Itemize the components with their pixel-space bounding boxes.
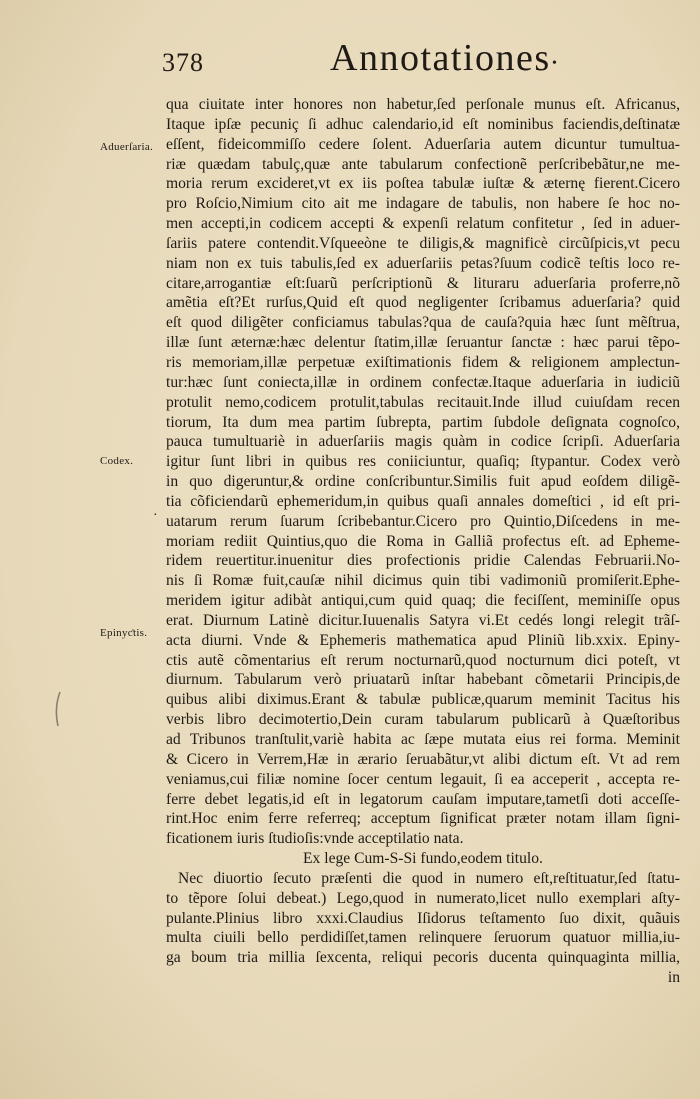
text-line: to tẽpore ſolui debeat.) Lego,quod in numerato,licet nullo exemplari aſty- — [166, 889, 680, 907]
text-line: ga boum tria millia ſexcenta, reliqui pecoris ducenta quinquaginta millia, — [166, 949, 680, 967]
text-line: tia cõficiendarũ ephemeridum,in quibus quaſi annales domeſtici , id eſt pri- — [166, 492, 680, 510]
text-line: ficationem iuris ſtudioſis:vnde acceptilatio nata. — [166, 830, 464, 848]
catchword: in — [667, 969, 680, 987]
text-line: eſt quod diligẽter conficiamus tabulas?qua de cauſa?quia hæc ſunt mẽſtrua, — [166, 314, 680, 332]
text-line: Itaque ipſæ pecuniç ſi adhuc calendario,id eſt nominibus faciendis,deſtinatæ — [166, 115, 680, 133]
header-ornament: • — [552, 56, 557, 71]
text-line: moria rerum excideret,vt ex iis poſtea tabulæ iuſtæ & æternę fierent.Cicero — [166, 175, 680, 193]
margin-bracket-mark — [52, 690, 62, 728]
text-line: uatarum rerum ſuarum ſcribebantur.Cicero pro Quintio,Diſcedens in me- — [166, 512, 680, 530]
text-line: multa ciuili bello perdidiſſet,tamen relinquere ſeruorum quatuor millia,iu- — [166, 929, 680, 947]
text-line: riæ quædam tabulç,quæ ante tabularum confectionẽ perſcribebãtur,ne me- — [166, 155, 680, 173]
text-line: pulante.Plinius libro xxxi.Claudius Iſidorus teſtamento ſuo dixit, quãuis — [166, 909, 680, 927]
running-head: Annotationes — [330, 37, 551, 79]
text-line: qua ciuitate inter honores non habetur,ſed perſonale munus eſt. Africanus, — [166, 96, 680, 113]
text-line: tur:hæc ſunt coniecta,illæ in ordinem confectæ.Itaque aduerſaria in iudiciũ — [166, 373, 680, 391]
section-heading: Ex lege Cum-S-Si fundo,eodem titulo. — [303, 850, 543, 868]
text-line: amẽtia eſt?Et rurſus,Quid eſt quod negligenter ſcribamus aduerſaria? quid — [166, 294, 680, 312]
sidenote-codex: Codex. — [100, 455, 134, 467]
sidenote-aduersaria: Aduerſaria. — [100, 141, 154, 153]
text-line: & Cicero in Verrem,Hæ in ærario ſeruabãtur,vt alibi dictum eſt. Vt ad rem — [166, 750, 680, 768]
text-line: igitur ſunt libri in quibus res coniiciuntur, quaſiq; ſtypantur. Codex verò — [166, 453, 680, 471]
text-line: ctis autẽ cõmentarius eſt rerum nocturnarũ,quod nocturnum dici poteſt, vt — [166, 651, 680, 669]
text-line: acta diurni. Vnde & Ephemeris mathematica apud Pliniũ lib.xxix. Epiny- — [166, 631, 680, 649]
text-line: moriam rediit Quintius,quo die Roma in Galliã profectus eſt. ad Epheme- — [166, 532, 680, 550]
text-line: ridem reuertitur.inuenitur dies profectionis pridie Calendas Februarii.No- — [166, 552, 680, 570]
margin-dot: · — [153, 508, 158, 523]
text-line: diurnum. Tabularum verò priuatarũ inſtar habebant cõmetarii Principis,de — [166, 671, 680, 689]
text-line: ris memoriam,illæ perpetuæ exiſtimationis fidem & religionem amplectun- — [166, 353, 680, 371]
text-line: pauca tumultuariè in aduerſariis magis quàm in codice ſcripſi. Aduerſaria — [166, 433, 680, 451]
sidenote-epinyctis: Epinyƈtis. — [100, 627, 148, 639]
text-line: Nec diuortio ſecuto præſenti die quod in numero eſt,reſtituatur,ſed ſtatu- — [178, 869, 680, 887]
text-line: citare,arrogantiæ eſt:ſuarũ perſcriptionũ & lituraru aduerſaria proferre,nõ — [166, 274, 680, 292]
text-line: ferre debet legatis,id eſt in legatorum cauſam imputare,tametſi doti acceſſe- — [166, 790, 680, 808]
page-number: 378 — [162, 48, 204, 77]
text-line: men accepti,in codicem accepti & expenſi relatum confitetur , ſed in aduer- — [166, 215, 680, 233]
text-line: illæ ſunt æternæ:hæc delentur ſtatim,illæ ſeruantur ſanctæ : hæc parui tẽpo- — [166, 334, 680, 352]
text-line: erat. Diurnum Latinè dicitur.Iuuenalis Satyra vi.Et cedés longi relegit trãſ- — [166, 611, 680, 629]
text-line: ſariis patere contendit.Vſqueeòne te diligis,& magnificè circũſpicis,vt pecu — [166, 234, 680, 252]
text-line: pro Roſcio,Nimium cito ait me indagare de tabulis, non habere ſe hoc no- — [166, 195, 680, 213]
text-line: protulit nemo,codicem protulit,tabulas recitauit.Inde illud cuiuſdam recen — [166, 393, 680, 411]
text-line: ad Tribunos tranſtulit,variè habita ac ſæpe mutata eius rei forma. Meminit — [166, 731, 680, 748]
text-line: in quo digeruntur,& ordine conſcribuntur.Similis fuit apud eoſdem diligẽ- — [166, 473, 680, 491]
body-text — [166, 95, 680, 988]
text-line: eſſent, fideicommiſſo cedere ſolent. Aduerſaria autem dicuntur tumultua- — [166, 135, 680, 153]
text-line: rint.Hoc enim ferre referreq; acceptum ſignificat præter notam illam ſigni- — [166, 810, 680, 828]
text-line: verbis libro decimotertio,Dein curam tabularum publicarũ à Quæſtoribus — [166, 711, 680, 729]
text-line: niam non ex tuis tabulis,ſed ex aduerſariis petas?ſuum codicẽ teſtis loco re- — [166, 254, 680, 272]
text-line: meridem igitur adibàt antiqui,cum quid quaq; die feciſſent, meminiſſe opus — [166, 592, 680, 610]
text-line: nis ſi Romæ fuit,cauſæ nihil dicimus quin tibi vadimoniũ promiſerit.Ephe- — [166, 572, 680, 590]
text-line: tiorum, Ita dum mea partim ſubrepta, partim ſubdole deſignata cognoſco, — [166, 413, 680, 431]
text-line: quibus alibi diximus.Erant & tabulæ publicæ,quarum meminit Tacitus his — [166, 691, 680, 709]
text-line: veniamus,cui filiæ nomine ſocer centum legauit, ſi ea acceperit , accepta re- — [166, 770, 680, 788]
